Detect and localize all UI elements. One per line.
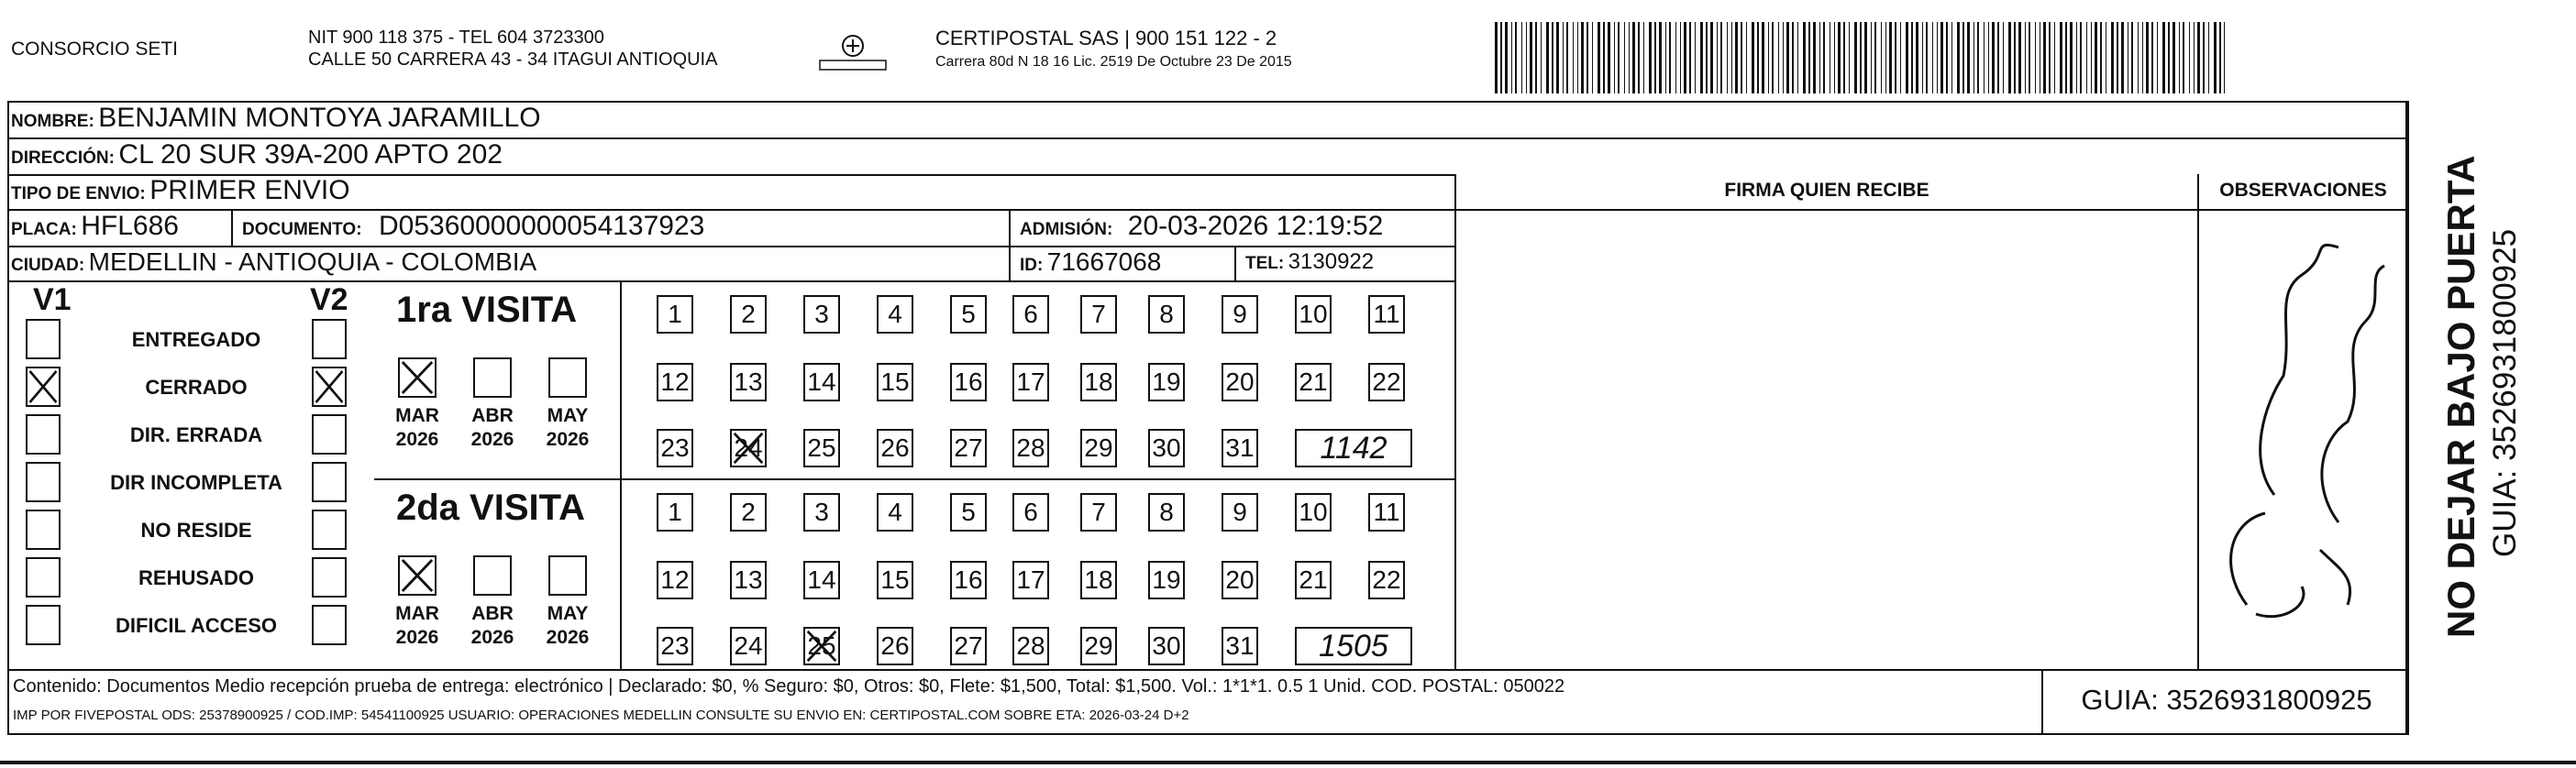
v2-checkbox[interactable]: [312, 557, 347, 598]
day-number: 7: [1091, 300, 1106, 328]
v1-checkbox[interactable]: [26, 367, 61, 407]
day-number: 18: [1084, 368, 1113, 396]
day-box[interactable]: [1148, 493, 1185, 532]
check-x-mark: [28, 368, 59, 405]
status-label: ENTREGADO: [131, 328, 261, 351]
day-number: 4: [888, 300, 902, 328]
day-box[interactable]: [877, 363, 913, 401]
v2-checkbox[interactable]: [312, 414, 347, 455]
day-box[interactable]: [1012, 295, 1049, 334]
day-box[interactable]: [1080, 429, 1117, 467]
month-checkbox[interactable]: [548, 555, 587, 596]
day-box[interactable]: [1295, 561, 1332, 599]
day-box[interactable]: [730, 429, 767, 467]
day-number: 21: [1299, 565, 1328, 594]
day-number: 20: [1225, 565, 1255, 594]
month-checkbox[interactable]: [473, 357, 512, 398]
day-number: 13: [734, 565, 763, 594]
v2-checkbox[interactable]: [312, 605, 347, 645]
day-number: 20: [1225, 368, 1255, 396]
day-number: 25: [807, 433, 836, 462]
placa-cell: [11, 211, 179, 242]
day-number: 12: [660, 368, 690, 396]
day-box[interactable]: [1148, 363, 1185, 401]
day-number: 25: [807, 631, 836, 660]
month-label: ABR: [471, 603, 514, 624]
day-box[interactable]: [730, 627, 767, 665]
month-checkbox[interactable]: [398, 555, 437, 596]
day-number: 15: [880, 565, 910, 594]
day-box[interactable]: [657, 363, 693, 401]
day-box[interactable]: [877, 493, 913, 532]
day-box[interactable]: [1080, 627, 1117, 665]
day-number: 9: [1233, 300, 1247, 328]
day-number: 5: [961, 498, 976, 526]
day-number: 7: [1091, 498, 1106, 526]
day-box[interactable]: [1012, 627, 1049, 665]
v2-checkbox[interactable]: [312, 367, 347, 407]
tipo-row: [11, 175, 350, 206]
id-value: 71667068: [1046, 247, 1162, 276]
day-box[interactable]: [657, 295, 693, 334]
day-box[interactable]: [803, 493, 840, 532]
day-number: 21: [1299, 368, 1328, 396]
day-number: 19: [1152, 368, 1181, 396]
day-box[interactable]: [730, 561, 767, 599]
day-box[interactable]: [1148, 627, 1185, 665]
placa-value: HFL686: [81, 211, 179, 241]
documento-label: DOCUMENTO:: [242, 220, 362, 239]
day-box[interactable]: [657, 429, 693, 467]
barcode: [1495, 22, 2225, 93]
month-checkbox[interactable]: [548, 357, 587, 398]
year-label: 2026: [546, 627, 590, 648]
month-label: MAY: [547, 405, 589, 426]
day-number: 9: [1233, 498, 1247, 526]
admision-value: 20-03-2026 12:19:52: [1127, 211, 1384, 241]
day-box[interactable]: [877, 295, 913, 334]
day-number: 6: [1023, 498, 1038, 526]
day-box[interactable]: [1222, 561, 1258, 599]
day-number: 1: [668, 498, 682, 526]
admision-cell: [1020, 211, 1383, 242]
nombre-label: NOMBRE:: [11, 112, 94, 131]
day-box[interactable]: [1295, 295, 1332, 334]
day-box[interactable]: [1148, 295, 1185, 334]
placa-label: PLACA:: [11, 220, 77, 239]
day-box[interactable]: [950, 363, 987, 401]
v2-label: V2: [310, 282, 348, 317]
day-number: 18: [1084, 565, 1113, 594]
direccion-row: [11, 139, 503, 170]
status-label: CERRADO: [145, 376, 248, 399]
year-label: 2026: [395, 429, 439, 450]
day-box[interactable]: [803, 295, 840, 334]
month-checkbox[interactable]: [473, 555, 512, 596]
v1-checkbox[interactable]: [26, 557, 61, 598]
observaciones-header: OBSERVACIONES: [2219, 180, 2387, 201]
day-box[interactable]: [1222, 429, 1258, 467]
day-box[interactable]: [803, 561, 840, 599]
day-number: 27: [954, 433, 983, 462]
address-line: CALLE 50 CARRERA 43 - 34 ITAGUI ANTIOQUIA: [308, 49, 718, 70]
day-number: 28: [1016, 433, 1045, 462]
day-box[interactable]: [657, 493, 693, 532]
day-number: 10: [1299, 300, 1328, 328]
day-number: 22: [1372, 565, 1401, 594]
day-number: 10: [1299, 498, 1328, 526]
direccion-label: DIRECCIÓN:: [11, 148, 115, 168]
certipostal-line-2: Carrera 80d N 18 16 Lic. 2519 De Octubre 23 De 2015: [935, 54, 1292, 70]
company-name: CONSORCIO SETI: [11, 38, 179, 60]
check-x-mark: [314, 368, 345, 405]
day-number: 5: [961, 300, 976, 328]
day-box[interactable]: [1222, 627, 1258, 665]
day-number: 16: [954, 368, 983, 396]
day-box[interactable]: [730, 295, 767, 334]
day-number: 2: [741, 300, 756, 328]
year-label: 2026: [395, 627, 439, 648]
month-label: MAR: [395, 603, 439, 624]
day-number: 27: [954, 631, 983, 660]
day-number: 17: [1016, 565, 1045, 594]
tel-label: TEL:: [1245, 254, 1285, 273]
day-box[interactable]: [1080, 493, 1117, 532]
v1-checkbox[interactable]: [26, 414, 61, 455]
day-box[interactable]: [1368, 295, 1405, 334]
day-number: 4: [888, 498, 902, 526]
day-box[interactable]: [1012, 429, 1049, 467]
day-number: 11: [1373, 300, 1400, 328]
day-number: 24: [734, 631, 763, 660]
v2-checkbox[interactable]: [312, 319, 347, 359]
day-box[interactable]: [877, 627, 913, 665]
status-label: DIR. ERRADA: [129, 423, 263, 446]
check-x-mark: [805, 629, 838, 664]
day-number: 1: [668, 300, 682, 328]
day-number: 12: [660, 565, 690, 594]
day-box[interactable]: [950, 493, 987, 532]
day-box[interactable]: [1080, 363, 1117, 401]
v1-checkbox[interactable]: [26, 510, 61, 550]
id-cell: [1020, 247, 1161, 277]
month-label: MAY: [547, 603, 589, 624]
check-x-mark: [400, 359, 435, 396]
tel-value: 3130922: [1288, 249, 1375, 274]
nombre-value: BENJAMIN MONTOYA JARAMILLO: [98, 103, 541, 133]
day-number: 30: [1152, 433, 1181, 462]
admision-label: ADMISIÓN:: [1020, 220, 1113, 239]
month-checkbox[interactable]: [398, 357, 437, 398]
day-number: 17: [1016, 368, 1045, 396]
firma-header: FIRMA QUIEN RECIBE: [1724, 180, 1929, 201]
footer-guia: GUIA: 3526931800925: [2081, 684, 2372, 716]
month-label: ABR: [471, 405, 514, 426]
day-box[interactable]: [1148, 429, 1185, 467]
day-box[interactable]: [1368, 561, 1405, 599]
day-box[interactable]: [877, 429, 913, 467]
day-box[interactable]: [950, 627, 987, 665]
day-number: 16: [954, 565, 983, 594]
day-box[interactable]: [1012, 363, 1049, 401]
day-box[interactable]: [803, 429, 840, 467]
v1-label: V1: [33, 282, 72, 317]
day-number: 3: [814, 498, 829, 526]
check-x-mark: [732, 431, 765, 466]
certipostal-line-1: CERTIPOSTAL SAS | 900 151 122 - 2: [935, 27, 1277, 49]
day-box[interactable]: [730, 363, 767, 401]
tel-cell: [1245, 249, 1374, 275]
ciudad-label: CIUDAD:: [11, 256, 85, 275]
direccion-value: CL 20 SUR 39A-200 APTO 202: [118, 139, 503, 170]
year-label: 2026: [546, 429, 590, 450]
day-box[interactable]: [1080, 295, 1117, 334]
check-x-mark: [400, 557, 435, 594]
day-number: 6: [1023, 300, 1038, 328]
day-number: 31: [1225, 631, 1255, 660]
day-box[interactable]: [1295, 363, 1332, 401]
day-number: 13: [734, 368, 763, 396]
status-label: DIFICIL ACCESO: [115, 614, 277, 637]
v2-checkbox[interactable]: [312, 510, 347, 550]
handwritten-time: 1142: [1295, 429, 1412, 467]
day-number: 15: [880, 368, 910, 396]
day-box[interactable]: [657, 627, 693, 665]
status-label: NO RESIDE: [140, 519, 252, 542]
day-number: 23: [660, 631, 690, 660]
v1-checkbox[interactable]: [26, 605, 61, 645]
month-label: MAR: [395, 405, 439, 426]
v1-checkbox[interactable]: [26, 462, 61, 502]
day-box[interactable]: [1012, 493, 1049, 532]
day-number: 29: [1084, 631, 1113, 660]
day-box[interactable]: [1222, 295, 1258, 334]
day-box[interactable]: [730, 493, 767, 532]
no-dejar-bajo-puerta: NO DEJAR BAJO PUERTA: [2439, 155, 2482, 638]
contents-line: Contenido: Documentos Medio recepción prueba de entrega: electrónico | Declarado: $0, % Seguro: $0, Otros: $0, Flete: $1,500, Total: $1,500. Vol.: 1*1*1. 0.5 1 Unid. COD. POSTAL: 050022: [13, 676, 1565, 697]
day-number: 22: [1372, 368, 1401, 396]
day-box[interactable]: [1222, 363, 1258, 401]
v2-checkbox[interactable]: [312, 462, 347, 502]
ciudad-value: MEDELLIN - ANTIOQUIA - COLOMBIA: [88, 247, 537, 276]
day-number: 14: [807, 565, 836, 594]
day-box[interactable]: [877, 561, 913, 599]
day-number: 28: [1016, 631, 1045, 660]
documento-value: D05360000000054137923: [379, 211, 705, 241]
day-number: 8: [1159, 300, 1174, 328]
day-number: 3: [814, 300, 829, 328]
day-box[interactable]: [1080, 561, 1117, 599]
day-box[interactable]: [1368, 493, 1405, 532]
day-number: 26: [880, 433, 910, 462]
day-box[interactable]: [1148, 561, 1185, 599]
nombre-row: [11, 103, 541, 134]
day-box[interactable]: [950, 295, 987, 334]
day-box[interactable]: [1368, 363, 1405, 401]
day-number: 24: [734, 433, 763, 462]
visit-title: 1ra VISITA: [396, 290, 578, 330]
day-box[interactable]: [1295, 493, 1332, 532]
day-box[interactable]: [950, 429, 987, 467]
status-label: REHUSADO: [138, 566, 254, 589]
day-box[interactable]: [803, 627, 840, 665]
day-number: 23: [660, 433, 690, 462]
day-number: 31: [1225, 433, 1255, 462]
tipo-value: PRIMER ENVIO: [149, 175, 350, 205]
year-label: 2026: [470, 429, 514, 450]
nit-line: NIT 900 118 375 - TEL 604 3723300: [308, 27, 604, 48]
handwritten-time: 1505: [1295, 627, 1412, 665]
day-number: 8: [1159, 498, 1174, 526]
certipostal-logo: [814, 31, 891, 75]
day-number: 19: [1152, 565, 1181, 594]
day-number: 26: [880, 631, 910, 660]
tipo-label: TIPO DE ENVIO:: [11, 184, 146, 203]
visit-title: 2da VISITA: [396, 488, 585, 528]
day-number: 14: [807, 368, 836, 396]
day-box[interactable]: [1012, 561, 1049, 599]
status-label: DIR INCOMPLETA: [110, 471, 282, 494]
id-label: ID:: [1020, 256, 1044, 275]
day-box[interactable]: [803, 363, 840, 401]
day-box[interactable]: [657, 561, 693, 599]
day-number: 11: [1373, 498, 1400, 526]
day-number: 29: [1084, 433, 1113, 462]
ciudad-cell: [11, 247, 536, 277]
handwritten-signature: [2210, 220, 2403, 651]
side-guia: GUIA: 3526931800925: [2487, 228, 2523, 557]
imp-line: IMP POR FIVEPOSTAL ODS: 25378900925 / COD.IMP: 54541100925 USUARIO: OPERACIONES MEDELLIN CONSULTE SU ENVIO EN: CERTIPOSTAL.COM SOBRE ETA: 2026-03-24 D+2: [13, 708, 1189, 723]
day-number: 30: [1152, 631, 1181, 660]
day-box[interactable]: [950, 561, 987, 599]
year-label: 2026: [470, 627, 514, 648]
day-number: 2: [741, 498, 756, 526]
v1-checkbox[interactable]: [26, 319, 61, 359]
day-box[interactable]: [1222, 493, 1258, 532]
documento-cell: [242, 211, 704, 242]
